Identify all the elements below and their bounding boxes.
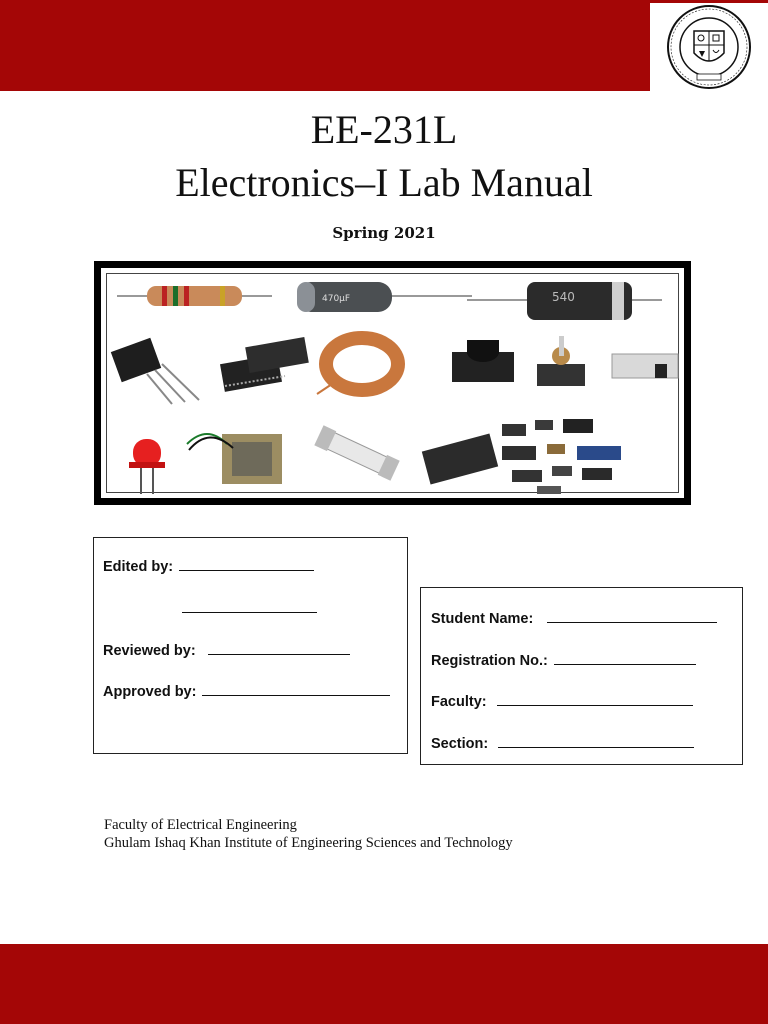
svg-text:540: 540 — [552, 290, 575, 304]
faculty-row — [431, 693, 693, 710]
svg-text:470µF: 470µF — [322, 294, 351, 304]
student-name-row — [431, 610, 717, 627]
smd-components-icon — [422, 419, 621, 494]
faculty-label: Faculty: — [431, 694, 487, 710]
edited-by-row — [103, 558, 314, 575]
transformer-icon — [187, 434, 282, 484]
reviewed-by-label: Reviewed by: — [103, 643, 196, 659]
section-row — [431, 735, 694, 752]
reviewed-by-blank[interactable] — [208, 642, 350, 655]
fuse-icon — [314, 425, 399, 480]
course-title: Electronics–I Lab Manual — [175, 160, 593, 205]
registration-blank[interactable] — [554, 652, 696, 665]
approved-by-blank[interactable] — [202, 683, 390, 696]
edited-by-label: Edited by: — [103, 559, 174, 575]
footer-band — [0, 944, 768, 1024]
footer-institute: Ghulam Ishaq Khan Institute of Engineering Sciences and Technology — [104, 835, 513, 851]
toggle-switch-icon — [537, 336, 585, 386]
diode-icon — [467, 282, 662, 320]
reviewed-by-row — [103, 642, 350, 659]
institute-logo — [650, 3, 768, 91]
footer-faculty: Faculty of Electrical Engineering — [104, 817, 297, 833]
registration-label: Registration No.: — [431, 653, 548, 669]
electrolytic-capacitor-icon — [297, 282, 472, 312]
student-name-label: Student Name: — [431, 611, 534, 627]
section-blank[interactable] — [498, 735, 694, 748]
ic-chips-icon — [220, 337, 309, 392]
transistor-icon — [111, 338, 199, 404]
editorial-info-box — [93, 537, 408, 754]
student-name-blank[interactable] — [547, 610, 717, 623]
electronic-components-illustration — [107, 274, 682, 496]
semester: Spring 2021 — [332, 224, 436, 242]
edited-by-second-row — [182, 600, 317, 617]
course-code: EE-231L — [310, 107, 458, 152]
giki-seal-icon — [650, 3, 768, 91]
faculty-blank[interactable] — [497, 693, 693, 706]
edited-by-second-blank[interactable] — [182, 600, 317, 613]
push-button-icon — [452, 340, 514, 382]
components-photo-frame — [94, 261, 691, 505]
approved-by-row — [103, 683, 390, 700]
footer-text — [104, 816, 513, 852]
toroid-inductor-icon — [317, 338, 398, 394]
resistor-icon — [117, 286, 272, 306]
registration-row — [431, 652, 696, 669]
slide-switch-icon — [612, 354, 678, 378]
led-icon — [129, 439, 165, 494]
section-label: Section: — [431, 736, 489, 752]
approved-by-label: Approved by: — [103, 684, 197, 700]
edited-by-blank[interactable] — [179, 558, 314, 571]
student-info-box — [420, 587, 743, 765]
